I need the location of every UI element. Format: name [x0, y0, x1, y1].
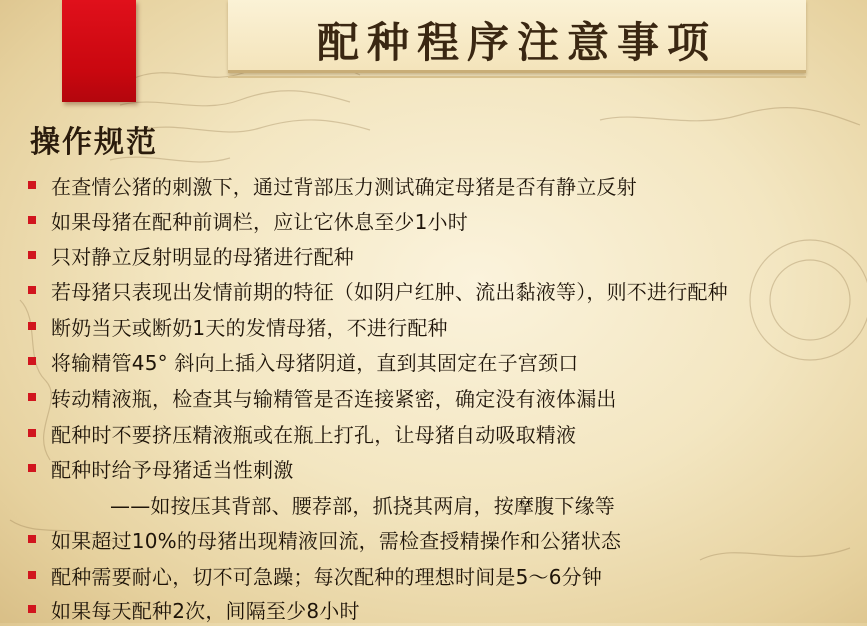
- list-item-text: 若母猪只表现出发情前期的特征（如阴户红肿、流出黏液等），则不进行配种: [51, 279, 728, 304]
- list-item: [28, 416, 576, 450]
- bullet-icon: [28, 605, 36, 613]
- list-item-text: 如果超过10%的母猪出现精液回流，需检查授精操作和公猪状态: [51, 528, 622, 553]
- bullet-icon: [28, 286, 36, 294]
- list-item-text: 断奶当天或断奶1天的发情母猪，不进行配种: [51, 315, 448, 340]
- bullet-icon: [28, 535, 36, 543]
- list-sub-item-text: ——如按压其背部、腰荐部，抓挠其两肩，按摩腹下缘等: [110, 493, 615, 518]
- list-item: [28, 451, 293, 485]
- list-item-text: 配种时给予母猪适当性刺激: [51, 457, 294, 482]
- bullet-icon: [28, 357, 36, 365]
- bullet-icon: [28, 393, 36, 401]
- list-item: [28, 380, 617, 414]
- list-item-text: 转动精液瓶，检查其与输精管是否连接紧密，确定没有液体漏出: [51, 386, 617, 411]
- list-item: [28, 168, 637, 202]
- bullet-icon: [28, 181, 36, 189]
- list-item-text: 如果母猪在配种前调栏，应让它休息至少1小时: [51, 209, 468, 234]
- list-sub-item: [110, 487, 615, 521]
- list-item-text: 配种时不要挤压精液瓶或在瓶上打孔，让母猪自动吸取精液: [51, 422, 577, 447]
- list-item-text: 只对静立反射明显的母猪进行配种: [51, 244, 354, 269]
- bullet-icon: [28, 216, 36, 224]
- bullet-icon: [28, 464, 36, 472]
- list-item: [28, 203, 468, 237]
- list-item-text: 将输精管45° 斜向上插入母猪阴道，直到其固定在子宫颈口: [51, 350, 579, 375]
- list-item-text: 配种需要耐心，切不可急躁；每次配种的理想时间是5～6分钟: [51, 564, 603, 589]
- page-title: 配种程序注意事项: [316, 18, 717, 67]
- bullet-icon: [28, 251, 36, 259]
- list-item: [28, 238, 354, 272]
- list-item: [28, 273, 728, 307]
- list-item-text: 如果每天配种2次，间隔至少8小时: [51, 598, 360, 623]
- section-heading: 操作规范: [30, 125, 158, 160]
- list-item: [28, 558, 602, 592]
- list-item: [28, 592, 360, 626]
- list-item-text: 在查情公猪的刺激下，通过背部压力测试确定母猪是否有静立反射: [51, 174, 637, 199]
- red-accent-block: [62, 0, 136, 102]
- bullet-icon: [28, 571, 36, 579]
- list-item: [28, 522, 621, 556]
- list-item: [28, 344, 578, 378]
- title-banner: [228, 0, 806, 73]
- list-item: [28, 309, 448, 343]
- bullet-icon: [28, 322, 36, 330]
- bullet-icon: [28, 429, 36, 437]
